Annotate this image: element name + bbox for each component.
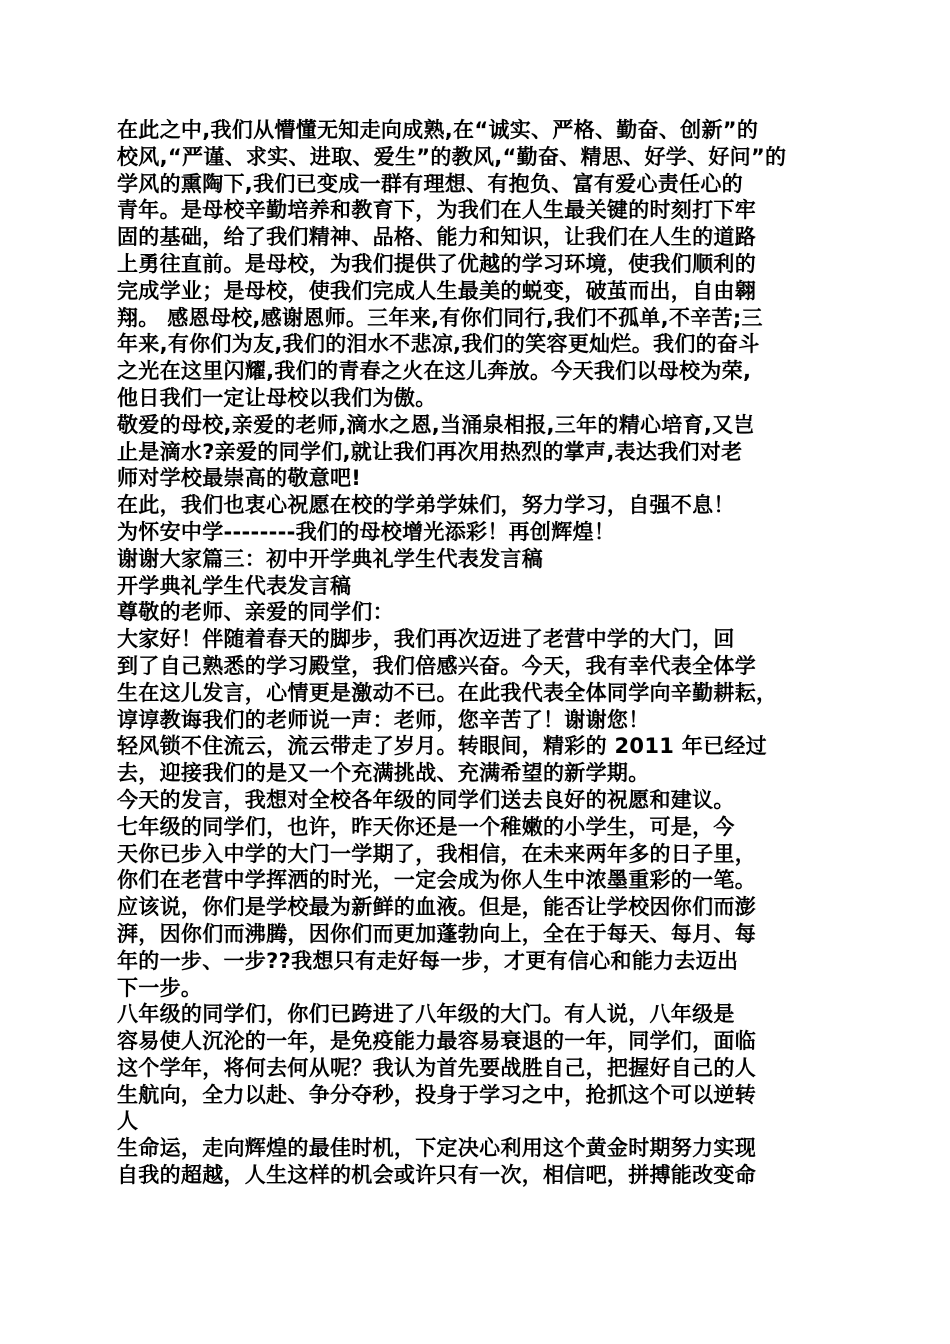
text-line: 固的基础，给了我们精神、品格、能力和知识，让我们在人生的道路 [117,225,756,250]
text-line: 七年级的同学们，也许，昨天你还是一个稚嫩的小学生，可是，今 [117,814,735,839]
text-line: 之光在这里闪耀,我们的青春之火在这儿奔放。今天我们以母校为荣, [117,359,752,384]
text-line: 天你已步入中学的大门一学期了，我相信，在未来两年多的日子里， [117,841,756,866]
text-line: 八年级的同学们，你们已跨进了八年级的大门。有人说，八年级是 [117,1002,735,1027]
text-line: 湃，因你们而沸腾，因你们而更加蓬勃向上，全在于每天、每月、每 [117,921,756,946]
text-line: 生命运，走向辉煌的最佳时机，下定决心利用这个黄金时期努力实现 [117,1136,756,1161]
text-line: 下一步。 [117,975,203,1000]
text-line: 人 [117,1109,139,1134]
text-line: 你们在老营中学挥洒的时光，一定会成为你人生中浓墨重彩的一笔。 [117,868,756,893]
text-line: 止是滴水?亲爱的同学们,就让我们再次用热烈的掌声,表达我们对老 [117,439,743,464]
text-line: 年的一步、一步??我想只有走好每一步，才更有信心和能力去迈出 [117,948,739,973]
text-line: 到了自己熟悉的学习殿堂，我们倍感兴奋。今天，我有幸代表全体学 [117,653,756,678]
text-line: 大家好！伴随着春天的脚步，我们再次迈进了老营中学的大门，回 [117,627,735,652]
text-line: 校风,“严谨、求实、进取、爱生”的教风,“勤奋、精思、好学、好问”的 [117,144,787,169]
text-line: 师对学校最崇高的敬意吧! [117,466,362,491]
text-line: 完成学业；是母校，使我们完成人生最美的蜕变，破茧而出，自由翱 [117,278,756,303]
text-line: 翔。 感恩母校,感谢恩师。三年来,有你们同行,我们不孤单,不辛苦;三 [117,305,763,330]
text-line: 谆谆教诲我们的老师说一声：老师，您辛苦了！谢谢您！ [117,707,650,732]
text-line: 容易使人沉沦的一年，是免疫能力最容易衰退的一年，同学们，面临 [117,1029,756,1054]
text-line: 生在这儿发言，心情更是激动不已。在此我代表全体同学向辛勤耕耘， [117,680,778,705]
text-line: 谢谢大家篇三：初中开学典礼学生代表发言稿 [117,546,543,571]
text-line: 开学典礼学生代表发言稿 [117,573,352,598]
text-line: 学风的熏陶下,我们已变成一群有理想、有抱负、富有爱心责任心的 [117,171,743,196]
text-line: 轻风锁不住流云，流云带走了岁月。转眼间，精彩的 2011 年已经过 [117,734,767,759]
text-line: 这个学年，将何去何从呢？我认为首先要战胜自己，把握好自己的人 [117,1055,756,1080]
text-line: 在此，我们也衷心祝愿在校的学弟学妹们，努力学习，自强不息！ [117,493,735,518]
text-line: 应该说，你们是学校最为新鲜的血液。但是，能否让学校因你们而澎 [117,895,756,920]
text-line: 敬爱的母校,亲爱的老师,滴水之恩,当涌泉相报,三年的精心培育,又岂 [117,412,755,437]
text-line: 去，迎接我们的是又一个充满挑战、充满希望的新学期。 [117,761,650,786]
text-line: 今天的发言，我想对全校各年级的同学们送去良好的祝愿和建议。 [117,787,735,812]
text-line: 在此之中,我们从懵懂无知走向成熟,在“诚实、严格、勤奋、创新”的 [117,118,759,142]
text-line: 他日我们一定让母校以我们为傲。 [117,385,437,410]
text-line: 年来,有你们为友,我们的泪水不悲凉,我们的笑容更灿烂。我们的奋斗 [117,332,760,357]
document-body [117,117,842,1189]
text-line: 青年。是母校辛勤培养和教育下，为我们在人生最关键的时刻打下牢 [117,198,756,223]
text-line: 自我的超越，人生这样的机会或许只有一次，相信吧，拼搏能改变命 [117,1163,756,1188]
text-line: 生航向，全力以赴、争分夺秒，投身于学习之中，抢抓这个可以逆转 [117,1082,756,1107]
text-line: 尊敬的老师、亲爱的同学们： [117,600,394,625]
text-line: 为怀安中学--------我们的母校增光添彩！再创辉煌！ [117,519,616,544]
text-line: 上勇往直前。是母校，为我们提供了优越的学习环境，使我们顺利的 [117,251,756,276]
